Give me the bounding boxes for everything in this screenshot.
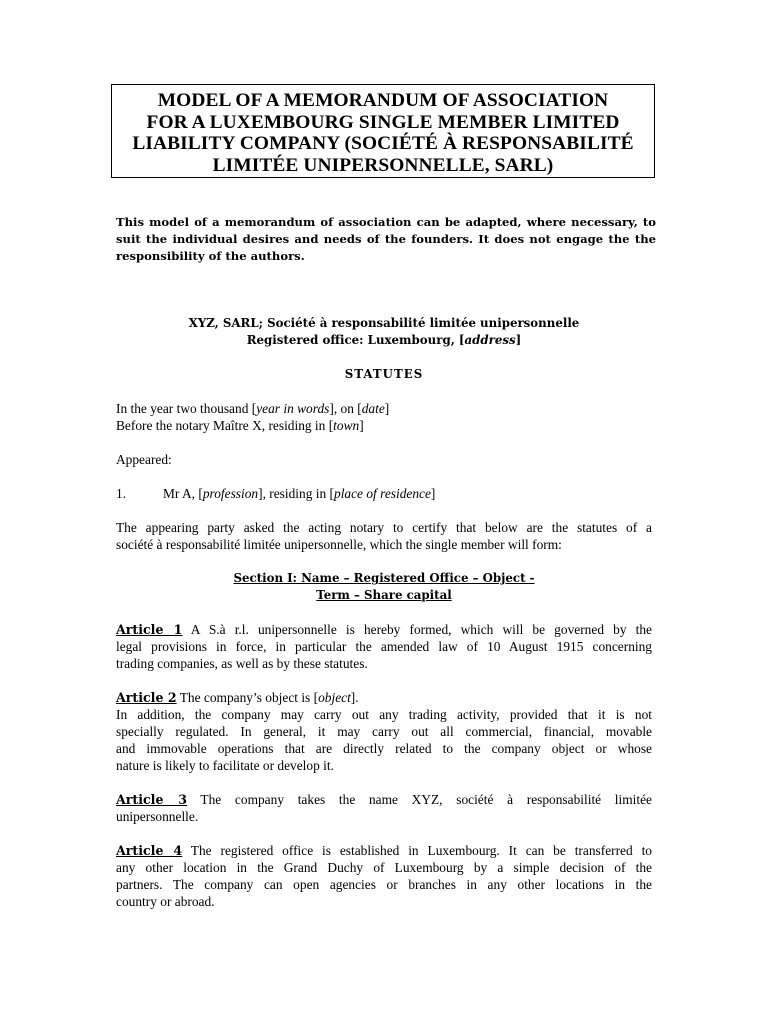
certify-line: The appearing party asked the acting notary to certify that below are the statutes of a <box>116 520 652 535</box>
text-segment: ] <box>359 418 364 433</box>
article-label: Article 3 <box>116 792 187 807</box>
text-segment: Before the notary Maître X, residing in [ <box>116 418 334 433</box>
article-label: Article 1 <box>116 622 183 637</box>
section-heading-line: Section I: Name – Registered Office – Object - <box>233 571 535 585</box>
preamble-line-2 <box>116 417 652 434</box>
article-2 <box>116 689 652 774</box>
article-label: Article 4 <box>116 843 183 858</box>
registered-office <box>116 332 652 349</box>
text-segment: ], residing in [ <box>258 486 334 501</box>
text-segment: object <box>318 690 351 705</box>
statutes-heading: STATUTES <box>344 367 424 381</box>
article-line: In addition, the company may carry out any trading activity, provided that it is not <box>116 707 652 722</box>
intro-paragraph <box>116 214 656 265</box>
article-line: partners. The company can open agencies or branches in any other locations in the <box>116 877 652 892</box>
article-line: any other location in the Grand Duchy of Luxembourg by a simple decision of the <box>116 860 652 875</box>
intro-line: suit the individual desires and needs of the founders. It does not engage the the <box>116 232 656 246</box>
appearing-party <box>116 485 652 502</box>
text-segment: The registered office is established in Luxembourg. It can be transferred to <box>182 843 652 858</box>
text-segment: ] <box>384 401 390 416</box>
article-label: Article 2 <box>116 690 177 705</box>
text-segment: In the year two thousand [ <box>116 401 257 416</box>
article-line: country or abroad. <box>116 894 215 909</box>
text-segment: ] <box>515 333 522 347</box>
article-line: and immovable operations that are directly related to the company object or whose <box>116 741 652 756</box>
article-1 <box>116 621 652 672</box>
intro-line: responsibility of the authors. <box>116 249 305 263</box>
section-heading <box>116 570 652 604</box>
text-segment: Mr A, [ <box>163 486 203 501</box>
article-line: legal provisions in force, in particular the amended law of 10 August 1915 concerning <box>116 639 652 654</box>
text-segment: Registered office: Luxembourg, [ <box>246 333 465 347</box>
text-segment: The company takes the name XYZ, société à responsabilité limitée <box>186 792 652 807</box>
text-segment: date <box>361 401 385 416</box>
text-segment: year in words <box>256 401 330 416</box>
article-line: specially regulated. In general, it may carry out all commercial, financial, movable <box>116 724 652 739</box>
text-segment: ], on [ <box>329 401 362 416</box>
article-3 <box>116 791 652 825</box>
title-line: LIMITÉE UNIPERSONNELLE, SARL) <box>212 154 554 176</box>
document-title-box <box>111 84 655 178</box>
certify-line: société à responsabilité limitée unipersonnelle, which the single member will form: <box>116 537 562 552</box>
company-name: XYZ, SARL; Société à responsabilité limitée unipersonnelle <box>188 316 580 330</box>
article-4 <box>116 842 652 910</box>
text-segment: A S.à r.l. unipersonnelle is hereby formed, which will be governed by the <box>182 622 652 637</box>
party-number: 1. <box>116 486 127 501</box>
text-segment: profession <box>202 486 259 501</box>
article-line: trading companies, as well as by these statutes. <box>116 656 368 671</box>
appeared-label: Appeared: <box>116 452 172 467</box>
preamble <box>116 400 652 434</box>
text-segment: ]. <box>350 690 359 705</box>
text-segment: address <box>464 333 516 347</box>
text-segment: ] <box>430 486 436 501</box>
text-segment: The company’s object is [ <box>176 690 319 705</box>
company-header <box>116 315 652 349</box>
text-segment: place of residence <box>334 486 431 501</box>
article-line: unipersonnelle. <box>116 809 199 824</box>
title-line: LIABILITY COMPANY (SOCIÉTÉ À RESPONSABILITÉ <box>132 133 634 154</box>
title-line: MODEL OF A MEMORANDUM OF ASSOCIATION <box>157 90 609 111</box>
section-heading-line: Term – Share capital <box>316 588 452 602</box>
article-line: nature is likely to facilitate or develop it. <box>116 758 334 773</box>
preamble-line-1 <box>116 400 652 417</box>
intro-line: This model of a memorandum of association can be adapted, where necessary, to <box>116 215 656 229</box>
text-segment: town <box>333 418 360 433</box>
certify-paragraph <box>116 519 652 553</box>
title-line: FOR A LUXEMBOURG SINGLE MEMBER LIMITED <box>146 111 620 133</box>
